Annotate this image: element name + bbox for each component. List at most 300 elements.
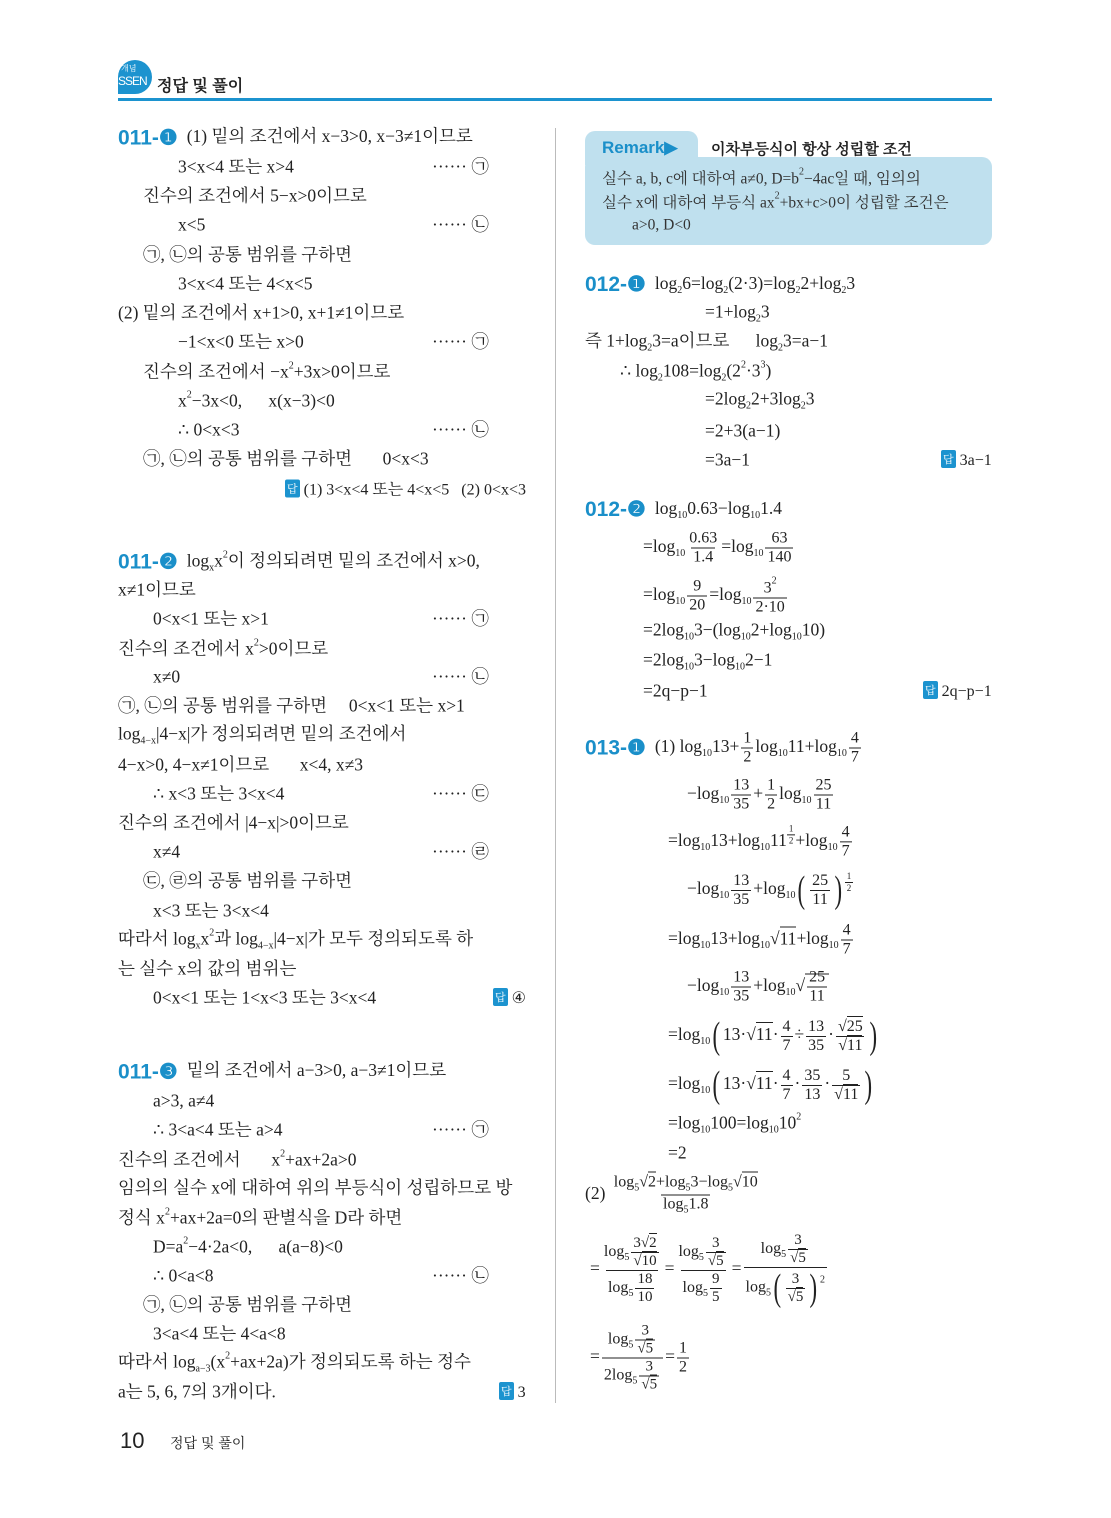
radical-sign: √ [790,1250,799,1266]
square-root [838,1035,862,1054]
radical-sign: √ [834,1085,843,1103]
numerator: 13 [733,871,750,889]
fraction [841,923,853,958]
math-text: =2log [643,649,684,670]
numerator [836,1019,865,1036]
right-solution-line [687,871,853,909]
math-text: 1.4 [760,497,782,518]
math-text: 2+3log [750,388,801,409]
denominator: 35 [733,890,750,908]
square-root [770,926,796,948]
equation-marker: ······ ㉠ [432,608,489,629]
subscript: 10 [791,631,802,643]
math-text: −3x<0, x(x−3)<0 [191,390,335,411]
radical-sign: √ [639,1173,649,1191]
superscript: 2 [796,1111,802,1123]
left-solution-line [178,419,489,440]
left-paren: ( [712,1015,721,1057]
numerator: 13 [733,776,750,794]
answer-text: (1) 3<x<4 또는 4<x<5 (2) 0<x<3 [303,481,527,499]
math-text: ∴ 0<x<3 [178,419,240,440]
superscript: 2 [225,1350,231,1362]
right-solution-line [643,531,795,566]
math-text: log [779,783,802,804]
math-text: 3=a이므로 log [652,330,778,351]
math-text: +log [656,1173,686,1191]
numerator [612,1175,760,1195]
numerator: 9 [712,1270,720,1287]
denominator: 2 [678,1358,687,1376]
math-text: + [753,783,764,804]
subscript: 5 [781,1249,787,1261]
math-text: 11 [769,830,787,851]
math-text: +log [796,928,829,949]
right-solution-line [585,499,782,521]
math-text: −1<x<0 또는 x>0 [178,331,304,352]
math-text: =log [709,584,742,605]
header-rule [118,98,992,101]
denominator [706,1252,726,1269]
square-root [637,1339,653,1357]
math-text: +log [753,975,786,996]
denominator: 35 [808,1036,825,1054]
math-text: 3−log [690,1173,728,1191]
right-solution-line [668,1113,801,1136]
subscript: 10 [700,1085,711,1097]
math-text: 즉 1+log [585,330,648,351]
square-root [733,1172,758,1191]
subscript: 2 [841,284,847,296]
math-text: (2 [726,360,741,381]
math-text: 108=log [662,360,722,381]
numerator: 1 [743,729,752,747]
radicand: 5 [649,1376,658,1393]
right-paren: ) [834,869,843,911]
math-text: =1+log [705,301,756,322]
math-text: 진수의 조건에서 x [118,638,254,659]
subscript: a−3 [195,1363,211,1375]
math-text: 3<x<4 또는 4<x<5 [178,273,313,294]
fraction [635,1324,655,1357]
math-text: 3 [633,1234,641,1251]
problem-number: 011-❸ [118,1060,178,1084]
denominator [606,1270,658,1305]
logo-top-text: 개념 [121,64,137,73]
fraction [836,1019,865,1054]
denominator: 11 [809,987,825,1005]
math-text: 13· [722,1073,747,1094]
math-text: · [828,1024,834,1045]
superscript: 3 [760,359,766,371]
math-text: ∴ x<3 또는 3<x<4 [153,783,285,804]
superscript: 2 [209,927,215,939]
radicand: 10 [641,1252,657,1269]
math-text: log [755,736,778,757]
numerator: 5 [842,1066,851,1084]
subscript: 10 [801,795,812,807]
numerator: 4 [782,1017,791,1035]
math-text: =log [643,584,676,605]
right-solution-line [668,1017,879,1055]
math-text: >0이므로 [258,638,329,659]
math-text: ㉠, ㉡의 공통 범위를 구하면 0<x<3 [143,448,429,469]
subscript: 2 [777,342,783,354]
left-solution-line [153,666,489,687]
fraction [706,1236,726,1269]
left-solution-line [153,1092,214,1110]
fraction [807,970,827,1005]
right-solution-line [705,422,780,440]
math-text: 3−log [693,649,735,670]
math-text: =log [668,830,701,851]
fraction [810,873,830,908]
math-text: =2 [668,1142,687,1163]
superscript: 2 [740,359,746,371]
math-text: 3−(log [693,619,741,640]
remark-line [602,191,949,211]
subscript: 10 [719,795,730,807]
math-text: log [607,1278,629,1296]
subscript: 2 [677,284,683,296]
math-text: log [663,1195,684,1213]
subscript: 10 [700,1036,711,1048]
left-solution-line [143,187,367,205]
superscript: 2 [288,360,294,372]
fraction [781,1019,793,1054]
remark-line [632,217,691,233]
math-text: +log [753,878,786,899]
footer-title: 정답 및 풀이 [170,1435,246,1451]
numerator [602,1236,663,1270]
right-solution-line [585,731,863,766]
denominator [639,1376,659,1393]
square-root [641,1233,657,1251]
numerator [676,1236,729,1270]
radical-sign: √ [637,1340,646,1357]
denominator: 7 [782,1036,791,1054]
superscript: 2 [280,1148,286,1160]
superscript: 2 [186,389,192,401]
radicand: 11 [847,1036,863,1054]
denominator: 7 [850,748,859,766]
math-text: log [607,1330,629,1348]
square-root [834,1084,858,1103]
radicand: 11 [755,1024,773,1045]
left-solution-line [153,841,489,862]
subscript: x [209,562,215,574]
math-text: 2−1 [744,649,773,670]
numerator: 3 [641,1322,649,1339]
denominator: 11 [812,890,828,908]
denominator [635,1340,655,1357]
math-text: ∴ log [620,360,658,381]
square-root [708,1251,724,1269]
numerator: 3 [645,1358,653,1375]
subscript: 10 [719,890,730,902]
math-text: 3 [846,272,856,293]
numerator [606,1324,659,1358]
subscript: 10 [719,987,730,999]
superscript: 2 [253,637,259,649]
right-solution-line [643,649,773,673]
denominator: 140 [767,548,792,566]
math-text: 정식 x [118,1207,165,1228]
math-text: 100=log [710,1112,769,1133]
subscript: 5 [698,1251,704,1263]
right-solution-line [668,1144,687,1162]
denominator [832,1085,860,1103]
fraction [602,1236,663,1305]
math-text: ·3 [745,360,761,381]
math-text: ㉢, ㉣의 공통 범위를 구하면 [143,870,353,891]
left-solution-line [153,1265,489,1286]
fraction [832,1068,860,1103]
fraction [840,825,852,860]
math-text: −log [687,783,720,804]
math-text: log [613,1173,635,1191]
math-text: · [794,1073,801,1094]
subscript: 10 [785,987,796,999]
subscript: 10 [702,748,713,760]
math-text: a>3, a≠4 [153,1090,215,1111]
square-root [790,1248,806,1266]
left-solution-line [153,783,489,804]
math-text: x [214,550,223,571]
square-root [641,1375,657,1393]
numerator [759,1233,812,1267]
numerator: 35 [804,1066,821,1084]
right-solution-line [705,388,815,412]
subscript: 2 [745,400,751,412]
math-text: 밑의 조건에서 a−3>0, a−3≠1이므로 [186,1060,447,1081]
radicand: 5 [645,1340,654,1357]
denominator: 2·10 [755,598,785,616]
answer-badge: 답 [923,681,938,699]
fraction [786,1272,806,1305]
math-text: 진수의 조건에서 −x [143,361,289,382]
math-text: (1) 밑의 조건에서 x−3>0, x−3≠1이므로 [186,126,473,147]
left-solution-line [178,331,489,352]
subscript: 10 [827,842,838,854]
math-text: 3<a<4 또는 4<a<8 [153,1323,286,1344]
left-solution-line [118,1149,357,1169]
math-text: 3=a−1 [782,330,828,351]
math-text: 이 정의되려면 밑의 조건에서 x>0, [227,550,480,571]
problem-number: 011-❶ [118,126,178,150]
denominator [681,1270,726,1305]
subscript: 10 [675,548,686,560]
fraction [788,1233,808,1266]
left-solution-line [143,450,429,468]
math-text: a는 5, 6, 7의 3개이다. [118,1381,276,1402]
left-solution-line [118,960,296,978]
left-solution-line [143,872,352,890]
subscript: 2 [657,372,663,384]
numerator: 0.63 [689,529,718,547]
right-solution-line [668,824,854,859]
left-solution-line [143,246,352,264]
radical-sign: √ [838,1036,848,1054]
numerator: 3 [794,1232,802,1248]
math-text: log [186,550,210,571]
math-text: 1.8 [688,1195,709,1213]
answer-text: 3a−1 [959,452,992,469]
radicand: 5 [795,1288,804,1305]
math-text: 3<x<4 또는 x>4 [178,156,294,177]
math-text: 13· [722,1024,747,1045]
left-paren: ( [798,869,806,911]
radicand: 2 [648,1173,657,1191]
remark-title: 이차부등식이 항상 성립할 조건 [711,141,912,158]
subscript: 10 [734,661,745,673]
math-text: 진수의 조건에서 x [118,1149,281,1170]
subscript: 2 [755,313,761,325]
right-solution-line [643,619,826,643]
radical-sign: √ [795,975,806,996]
math-text: = [665,1346,675,1367]
subscript: 2 [795,284,801,296]
left-solution-line [118,304,404,322]
math-text: x<5 [178,214,206,235]
math-text: |4−x|가 모두 정의되도록 하 [273,928,474,949]
equation-marker: ······ ㉡ [432,214,489,235]
fraction [687,531,719,566]
math-text: 6=log [682,272,724,293]
math-text: ) [765,360,772,381]
math-text: x [178,390,187,411]
math-text: +ax+2a)가 정의되도록 하는 정수 [230,1351,471,1372]
column-divider [555,128,556,1403]
numerator: 4 [850,729,859,747]
math-text: =log [668,1024,701,1045]
numerator: 18 [637,1270,653,1287]
radical-sign: √ [641,1376,650,1393]
fraction [612,1175,760,1216]
left-solution-line [178,156,489,177]
math-text: 진수의 조건에서 |4−x|>0이므로 [118,812,349,833]
square-root [639,1172,656,1191]
answer [285,477,526,500]
subscript: 10 [759,842,770,854]
math-text: ÷ [794,1024,805,1045]
subscript: 5 [634,1182,640,1194]
remark-line [602,167,921,187]
superscript: 2 [799,166,805,178]
radicand [805,968,829,1005]
denominator: 10 [637,1288,653,1305]
subscript: 10 [750,509,761,521]
math-text: ㉠, ㉡의 공통 범위를 구하면 [143,1294,353,1315]
math-text: log [678,1242,699,1260]
equation-marker: ······ ㉡ [432,419,489,440]
answer [499,1382,526,1402]
left-solution-line [118,1352,471,1375]
math-text: +bx+c>0이 성립할 조건은 [779,194,949,212]
right-solution-line [590,1324,691,1393]
math-text: x≠4 [153,841,181,862]
math-text: =2+3(a−1) [705,420,781,441]
fraction [687,579,707,614]
left-solution-line [118,551,480,574]
ssen-logo [118,60,152,94]
equation-marker: ······ ㉢ [432,783,489,804]
left-solution-line [118,1062,446,1083]
radical-sign: √ [787,1288,796,1305]
numerator: 1 [846,871,852,882]
math-text: (2) 밑의 조건에서 x+1>0, x+1≠1이므로 [118,302,405,323]
left-solution-line [178,214,489,235]
numerator: 1 [678,1339,687,1357]
fraction [676,1236,729,1305]
subscript: 10 [677,509,688,521]
denominator: 7 [782,1085,791,1103]
left-solution-line [153,1236,343,1256]
right-solution-line [590,1233,829,1307]
right-solution-line [643,682,708,700]
math-text: 4−x>0, 4−x≠1이므로 x<4, x≠3 [118,754,364,775]
header-title: 정답 및 풀이 [157,78,244,95]
denominator [744,1267,828,1307]
subscript: 10 [753,548,764,560]
math-text: x [200,928,210,949]
answer [923,681,992,701]
square-root [788,1287,804,1305]
radical-sign: √ [769,928,780,949]
fraction [813,778,833,813]
fraction [631,1236,658,1269]
subscript: 10 [683,661,694,673]
fraction [753,577,786,616]
numerator [631,1236,658,1252]
left-solution-line [118,638,328,658]
right-paren: ) [809,1267,818,1309]
answer-badge: 답 [499,1382,514,1400]
denominator: 7 [841,842,850,860]
math-text: 따라서 log [118,1351,196,1372]
radical-sign: √ [837,1017,847,1035]
left-solution-line [153,1325,286,1343]
fraction [849,731,861,766]
square-root [838,1016,863,1035]
radical-sign: √ [746,1024,756,1045]
denominator: 20 [689,596,706,614]
problem-number: 013-❶ [585,736,646,760]
math-text: +3x>0이므로 [293,361,391,382]
equation-marker: ······ ㉠ [432,331,489,352]
right-solution-line [687,778,835,813]
right-paren: ) [869,1015,877,1057]
subscript: 4−x [140,735,157,747]
math-text: log [745,1278,766,1296]
denominator: 2 [767,795,776,813]
numerator: 25 [809,968,826,986]
denominator: 11 [815,795,832,813]
fraction [744,1233,828,1307]
math-text: 2log [603,1366,633,1384]
math-text: =log [721,536,754,557]
square-root [746,1071,772,1093]
math-text: 2+log [750,619,792,640]
equation-marker: ······ ㉡ [432,1265,489,1286]
left-solution-line [118,697,465,715]
right-solution-line [620,361,771,384]
math-text: =log [668,928,701,949]
square-root [795,968,829,1005]
numerator: 4 [841,823,850,841]
math-text: x≠0 [153,666,181,687]
math-text: · [772,1073,779,1094]
denominator: 2 [788,835,794,846]
